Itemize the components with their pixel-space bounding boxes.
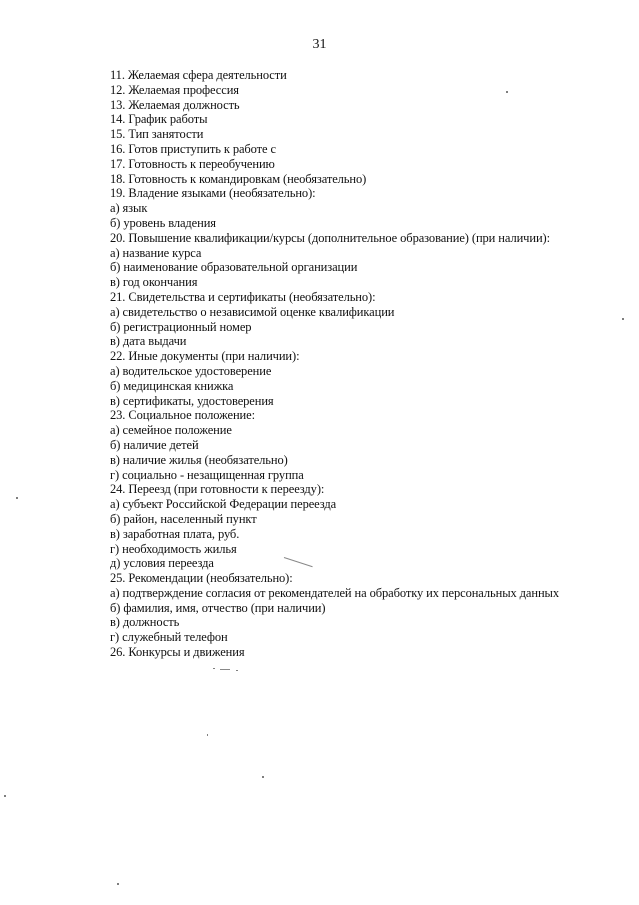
scan-speck	[262, 776, 264, 778]
scan-speck	[4, 795, 6, 797]
list-item: а) язык	[110, 201, 148, 216]
list-item: б) наименование образовательной организации	[110, 260, 358, 275]
list-item: 23. Социальное положение:	[110, 408, 255, 423]
list-item: 19. Владение языками (необязательно):	[110, 186, 316, 201]
list-item: 24. Переезд (при готовности к переезду):	[110, 482, 325, 497]
list-item: а) свидетельство о независимой оценке квалификации	[110, 304, 395, 319]
scan-speck	[622, 318, 624, 320]
list-item: 14. График работы	[110, 112, 208, 127]
list-item: б) наличие детей	[110, 437, 199, 452]
scan-speck	[236, 670, 238, 671]
list-item: б) фамилия, имя, отчество (при наличии)	[110, 600, 326, 615]
list-item: в) наличие жилья (необязательно)	[110, 452, 288, 467]
list-item: в) дата выдачи	[110, 334, 187, 349]
scan-speck	[506, 91, 508, 93]
list-item: 18. Готовность к командировкам (необязательно)	[110, 171, 367, 186]
list-item: б) регистрационный номер	[110, 319, 252, 334]
scan-speck	[16, 497, 18, 499]
list-item: 17. Готовность к переобучению	[110, 156, 275, 171]
list-item: б) медицинская книжка	[110, 378, 234, 393]
list-item: 26. Конкурсы и движения	[110, 645, 245, 660]
document-body	[110, 68, 630, 660]
list-item: 15. Тип занятости	[110, 127, 204, 142]
list-item: д) условия переезда	[110, 556, 214, 571]
list-item: в) заработная плата, руб.	[110, 526, 240, 541]
list-item: а) субъект Российской Федерации переезда	[110, 497, 337, 512]
list-item: 12. Желаемая профессия	[110, 82, 239, 97]
list-item: а) водительское удостоверение	[110, 363, 272, 378]
list-item: г) социально - незащищенная группа	[110, 467, 304, 482]
list-item: а) подтверждение согласия от рекомендателей на обработку их персональных данных	[110, 585, 559, 600]
list-item: 13. Желаемая должность	[110, 97, 240, 112]
list-item: а) название курса	[110, 245, 202, 260]
list-item: 21. Свидетельства и сертификаты (необязательно):	[110, 289, 376, 304]
list-item: а) семейное положение	[110, 423, 232, 438]
list-item: 22. Иные документы (при наличии):	[110, 349, 300, 364]
list-item: в) должность	[110, 615, 180, 630]
list-item: в) год окончания	[110, 275, 198, 290]
scan-speck	[207, 734, 208, 736]
list-item: 11. Желаемая сфера деятельности	[110, 68, 287, 82]
list-item: г) служебный телефон	[110, 630, 228, 645]
list-item: г) необходимость жилья	[110, 541, 237, 556]
list-item: 25. Рекомендации (необязательно):	[110, 571, 293, 586]
scan-speck	[117, 883, 119, 885]
list-item: б) район, населенный пункт	[110, 511, 257, 526]
list-item: в) сертификаты, удостоверения	[110, 393, 274, 408]
list-item: 16. Готов приступить к работе с	[110, 141, 276, 156]
scan-stroke	[220, 669, 230, 670]
list-item: 20. Повышение квалификации/курсы (дополнительное образование) (при наличии):	[110, 230, 550, 245]
scan-speck	[213, 668, 215, 669]
page-number: 31	[312, 37, 327, 52]
list-item: б) уровень владения	[110, 215, 216, 230]
